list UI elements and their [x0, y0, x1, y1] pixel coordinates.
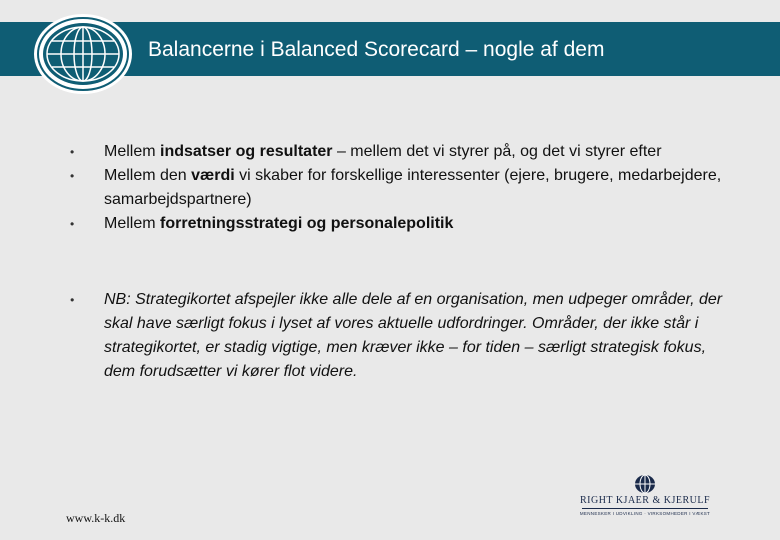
bullet-marker: •: [70, 145, 75, 159]
company-logo: [578, 474, 712, 526]
bullet-marker: •: [70, 217, 75, 231]
bullet-text: vi skaber for forskellige interessenter (ejere, brugere, medarbejdere, samarbejdspartnere): [104, 167, 722, 208]
bullet-text: Mellem: [104, 143, 161, 160]
bullet-item-1: [70, 140, 730, 164]
bullet-text: Mellem: [104, 215, 161, 232]
bullet-marker: •: [70, 293, 75, 307]
bullet-marker: •: [70, 169, 75, 183]
bullet-bold-text: værdi: [191, 167, 235, 184]
bullet-bold-text: forretningsstrategi og personalepolitik: [160, 215, 454, 232]
footer-url-link[interactable]: www.k-k.dk: [66, 511, 126, 525]
globe-emblem-icon: [634, 474, 656, 494]
logo-tagline: MENNESKER I UDVIKLING · VIRKSOMHEDER I VÆKST: [579, 511, 711, 516]
bullet-item-2: [70, 164, 730, 212]
bullet-item-3: [70, 212, 730, 236]
note-text: NB: Strategikortet afspejler ikke alle dele af en organisation, men udpeger områder, der skal have særligt fokus i lyset af vores aktuelle udfordringer. Områder, der ikke står i strategikortet, er stadig vigtige, men kræver ikke – for tiden – særligt strategisk fokus, dem forudsætter vi kører flot videre.: [104, 291, 723, 380]
logo-company-name: RIGHT KJAER & KJERULF: [579, 495, 711, 506]
logo-divider: [582, 508, 708, 509]
bullet-text: – mellem det vi styrer på, og det vi styrer efter: [332, 143, 662, 160]
globe-logo-icon: [32, 12, 134, 96]
slide-title: Balancerne i Balanced Scorecard – nogle af dem: [148, 38, 605, 61]
bullet-text: Mellem den: [104, 167, 192, 184]
bullet-list: [70, 140, 730, 384]
bullet-bold-text: indsatser og resultater: [160, 143, 333, 160]
bullet-item-note: [70, 288, 730, 384]
